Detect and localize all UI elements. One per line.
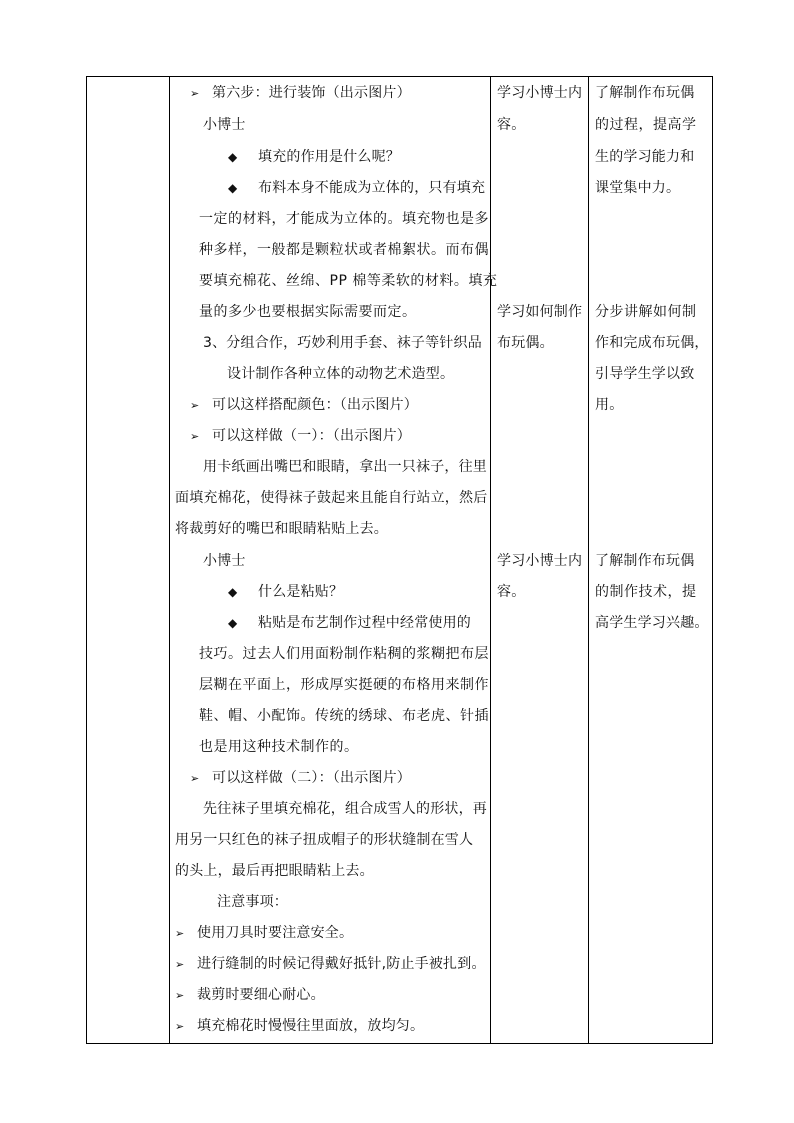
intent-line: 的过程，提高学 — [595, 117, 697, 133]
paragraph-line: 鞋、帽、小配饰。传统的绣球、布老虎、针插 — [199, 708, 489, 724]
xbs2-question: ◆ 什么是粘贴？ — [228, 584, 344, 600]
student-line: 学习小博士内 — [497, 85, 583, 101]
intent-line: 生的学习能力和 — [595, 149, 695, 165]
arrow-bullet-icon: ➢ — [190, 772, 200, 785]
student-line: 学习小博士内 — [497, 553, 583, 569]
paragraph-line: 要填充棉花、丝绵、PP 棉等柔软的材料。填充 — [199, 273, 498, 289]
xbs2-title: 小博士 — [203, 553, 246, 569]
lesson-table — [86, 76, 713, 1044]
item3-line: 设计制作各种立体的动物艺术造型。 — [227, 366, 455, 382]
paragraph-line: 用另一只红色的袜子扭成帽子的形状缝制在雪人 — [175, 832, 474, 848]
intent-line: 了解制作布玩偶 — [595, 85, 695, 101]
arrow-bullet-icon: ➢ — [190, 399, 200, 412]
step6-line: ➢ 第六步：进行装饰（出示图片） — [190, 83, 411, 104]
diamond-bullet-icon: ◆ — [228, 150, 238, 164]
xbs1-question: ◆ 填充的作用是什么呢？ — [228, 149, 400, 165]
table-row — [87, 77, 713, 1044]
color-match-line: ➢ 可以这样搭配颜色：（出示图片） — [190, 395, 418, 416]
intent-line: 分步讲解如何制 — [595, 304, 697, 320]
intent-line: 了解制作布玩偶 — [595, 553, 695, 569]
student-activity-cell — [491, 77, 589, 1044]
paragraph-line: 将裁剪好的嘴巴和眼睛粘贴上去。 — [175, 521, 388, 537]
paragraph-line: 的头上，最后再把眼睛粘上去。 — [175, 863, 374, 879]
intent-line: 的制作技术，提 — [595, 584, 697, 600]
intent-line: 高学生学习兴趣。 — [595, 615, 709, 631]
note-item: ➢ 裁剪时要细心耐心。 — [175, 985, 325, 1006]
note-item: ➢ 使用刀具时要注意安全。 — [175, 923, 353, 944]
arrow-bullet-icon: ➢ — [175, 927, 185, 940]
arrow-bullet-icon: ➢ — [175, 1020, 185, 1033]
paragraph-line: 种多样，一般都是颗粒状或者棉絮状。而布偶 — [199, 242, 489, 258]
teaching-process-cell — [170, 77, 498, 1044]
arrow-bullet-icon: ➢ — [190, 430, 200, 443]
paragraph-line: 用卡纸画出嘴巴和眼睛，拿出一只袜子，往里 — [203, 459, 487, 475]
paragraph-line: 技巧。过去人们用面粉制作粘稠的浆糊把布层 — [199, 646, 489, 662]
paragraph-line: 量的多少也要根据实际需要而定。 — [199, 304, 417, 320]
item3-line: 3、分组合作，巧妙利用手套、袜子等针织品 — [203, 335, 482, 351]
intent-line: 作和完成布玩偶， — [595, 335, 709, 351]
xbs1-title: 小博士 — [203, 117, 246, 133]
xbs1-answer-first: ◆ 布料本身不能成为立体的，只有填充 — [228, 180, 486, 196]
note-item: ➢ 进行缝制的时候记得戴好抵针,防止手被扎到。 — [175, 954, 486, 975]
diamond-bullet-icon: ◆ — [228, 616, 238, 630]
diamond-bullet-icon: ◆ — [228, 585, 238, 599]
student-line: 容。 — [497, 117, 526, 133]
note-item: ➢ 填充棉花时慢慢往里面放，放均匀。 — [175, 1016, 424, 1037]
student-line: 学习如何制作 — [497, 304, 583, 320]
arrow-bullet-icon: ➢ — [175, 989, 185, 1002]
design-intent-cell — [589, 77, 713, 1044]
arrow-bullet-icon: ➢ — [190, 87, 200, 100]
intent-line: 引导学生学以致 — [595, 366, 695, 382]
stage-cell — [87, 77, 170, 1044]
diamond-bullet-icon: ◆ — [228, 181, 238, 195]
xbs2-answer-first: ◆ 粘贴是布艺制作过程中经常使用的 — [228, 615, 471, 631]
paragraph-line: 一定的材料，才能成为立体的。填充物也是多 — [199, 211, 489, 227]
way1-line: ➢ 可以这样做（一）：（出示图片） — [190, 426, 411, 447]
way2-line: ➢ 可以这样做（二）：（出示图片） — [190, 768, 411, 789]
intent-line: 课堂集中力。 — [595, 180, 681, 196]
student-line: 布玩偶。 — [497, 335, 554, 351]
student-line: 容。 — [497, 584, 526, 600]
paragraph-line: 也是用这种技术制作的。 — [199, 739, 359, 755]
paragraph-line: 面填充棉花，使得袜子鼓起来且能自行站立，然后 — [175, 490, 488, 506]
paragraph-line: 先往袜子里填充棉花，组合成雪人的形状，再 — [203, 801, 487, 817]
intent-line: 用。 — [595, 397, 624, 413]
arrow-bullet-icon: ➢ — [175, 958, 185, 971]
notes-title: 注意事项： — [217, 894, 288, 910]
paragraph-line: 层糊在平面上，形成厚实挺硬的布格用来制作 — [199, 677, 489, 693]
